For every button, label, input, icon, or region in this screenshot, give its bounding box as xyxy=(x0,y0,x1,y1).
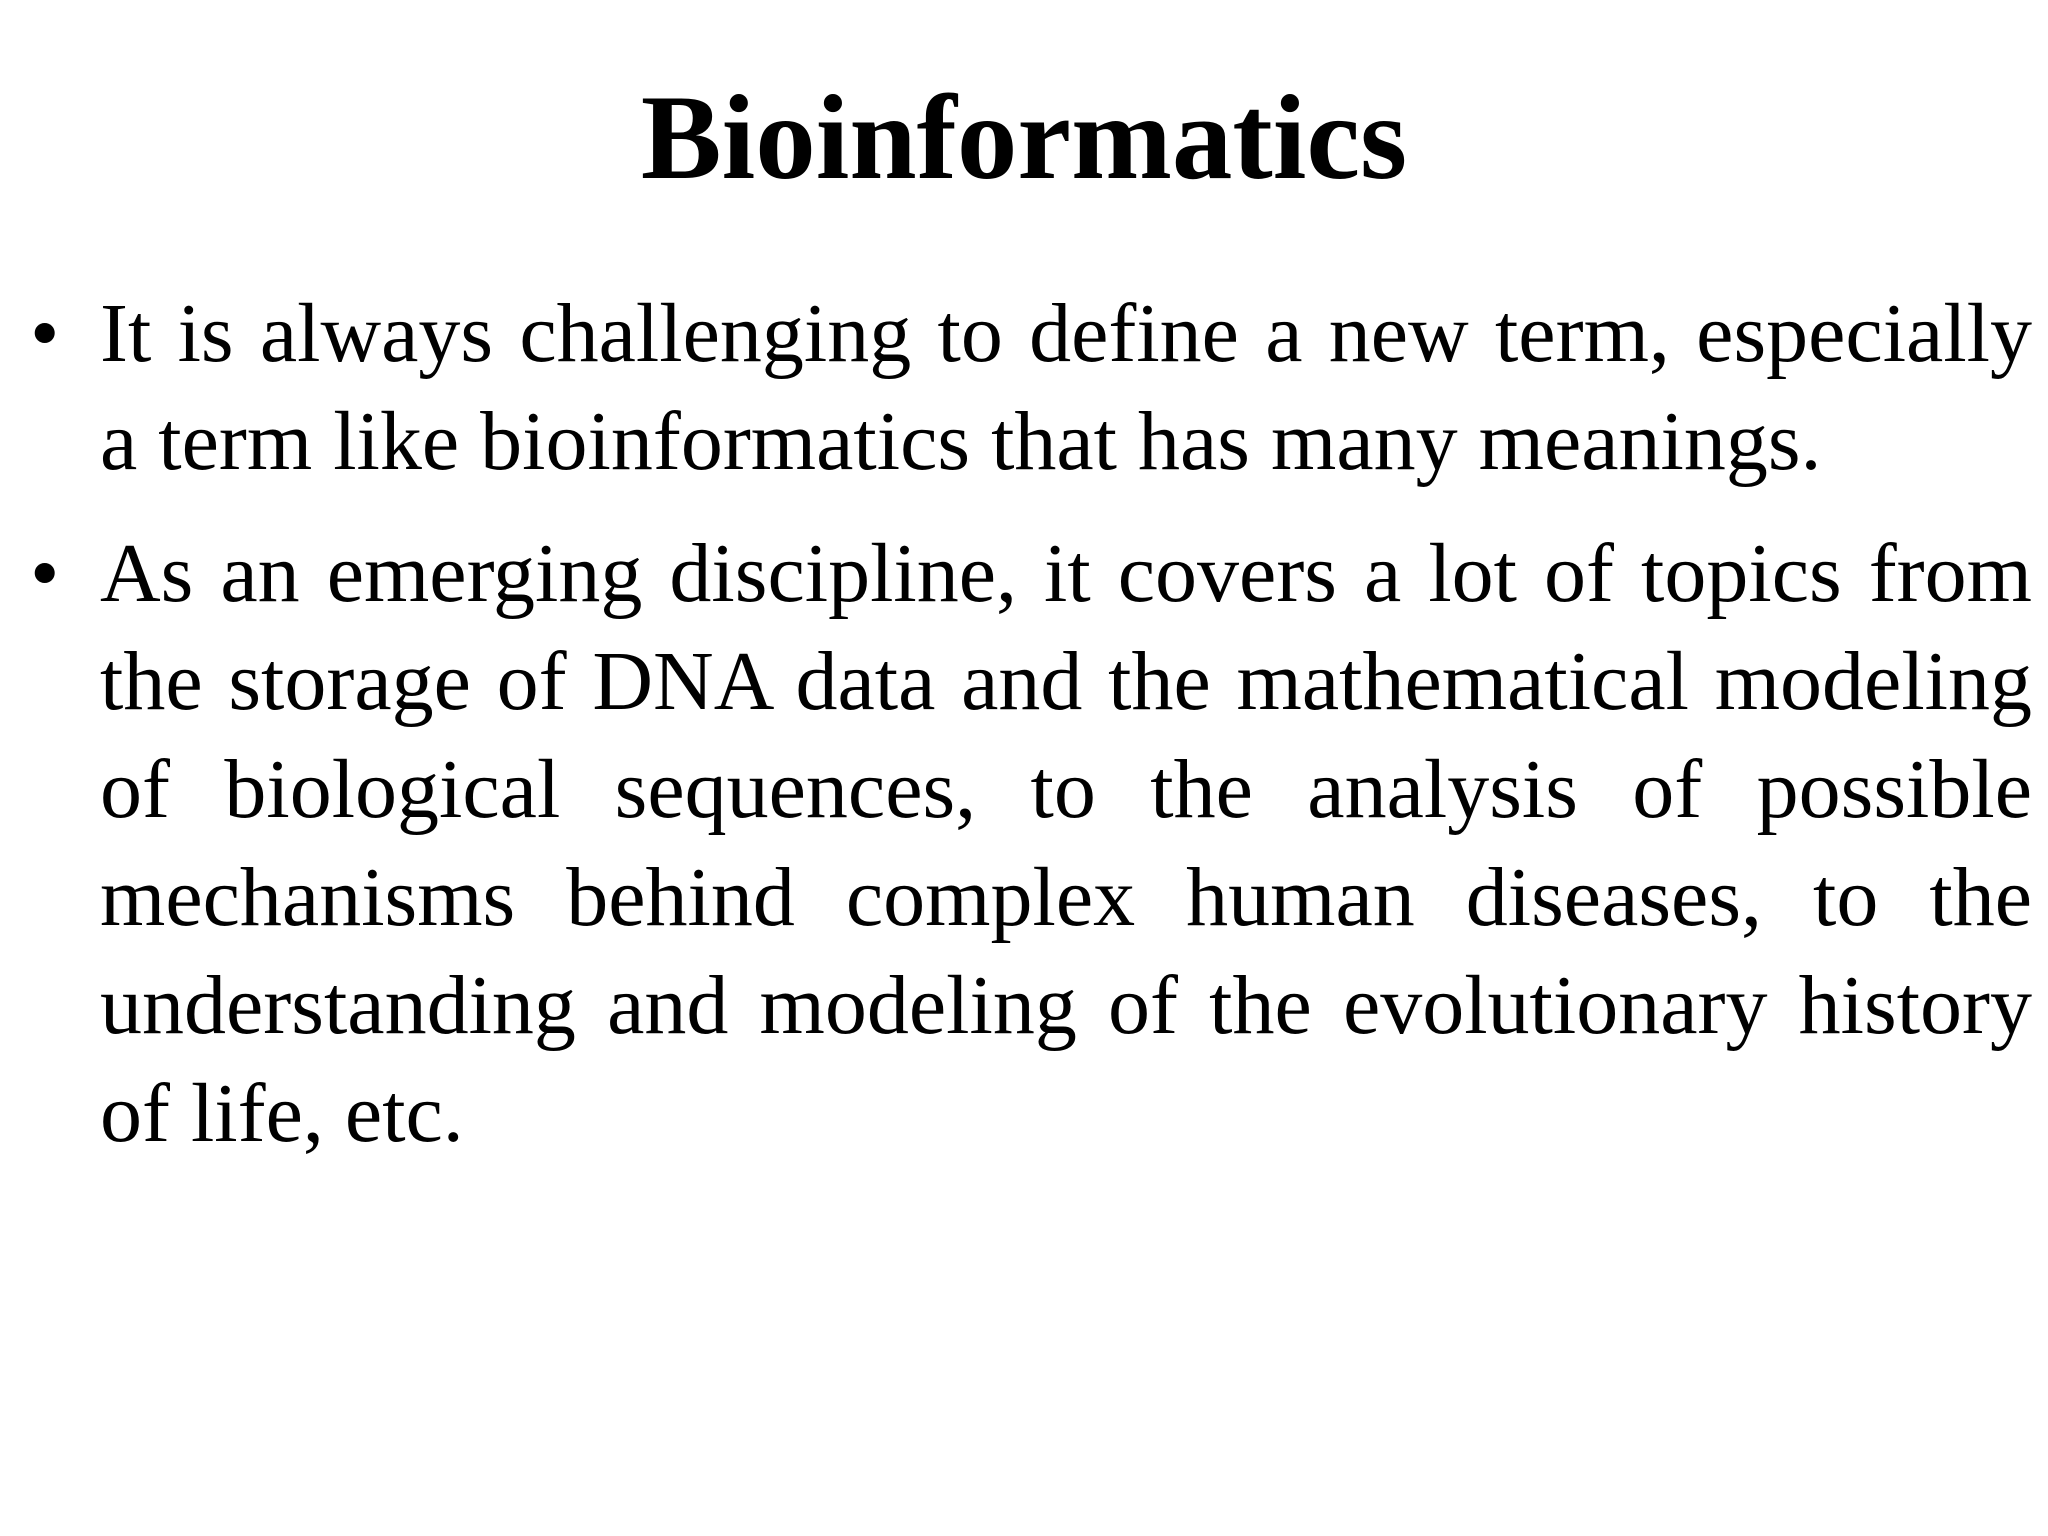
bullet-item xyxy=(20,520,2032,1168)
bullet-list xyxy=(20,280,2032,1168)
bullet-text: As an emerging discipline, it covers a lot of topics from the storage of DNA data and the mathematical modeling of biological sequences, to the analysis of possible mechanisms behind complex human diseases, to the understanding and modeling of the evolutionary history of life, etc. xyxy=(100,527,2032,1160)
slide-title: Bioinformatics xyxy=(640,71,1408,205)
bullet-item xyxy=(20,280,2032,496)
bullet-text: It is always challenging to define a new term, especially a term like bioinformatics that has many meanings. xyxy=(100,287,2032,488)
bullet-icon: • xyxy=(30,287,60,380)
bullet-icon: • xyxy=(30,527,60,620)
